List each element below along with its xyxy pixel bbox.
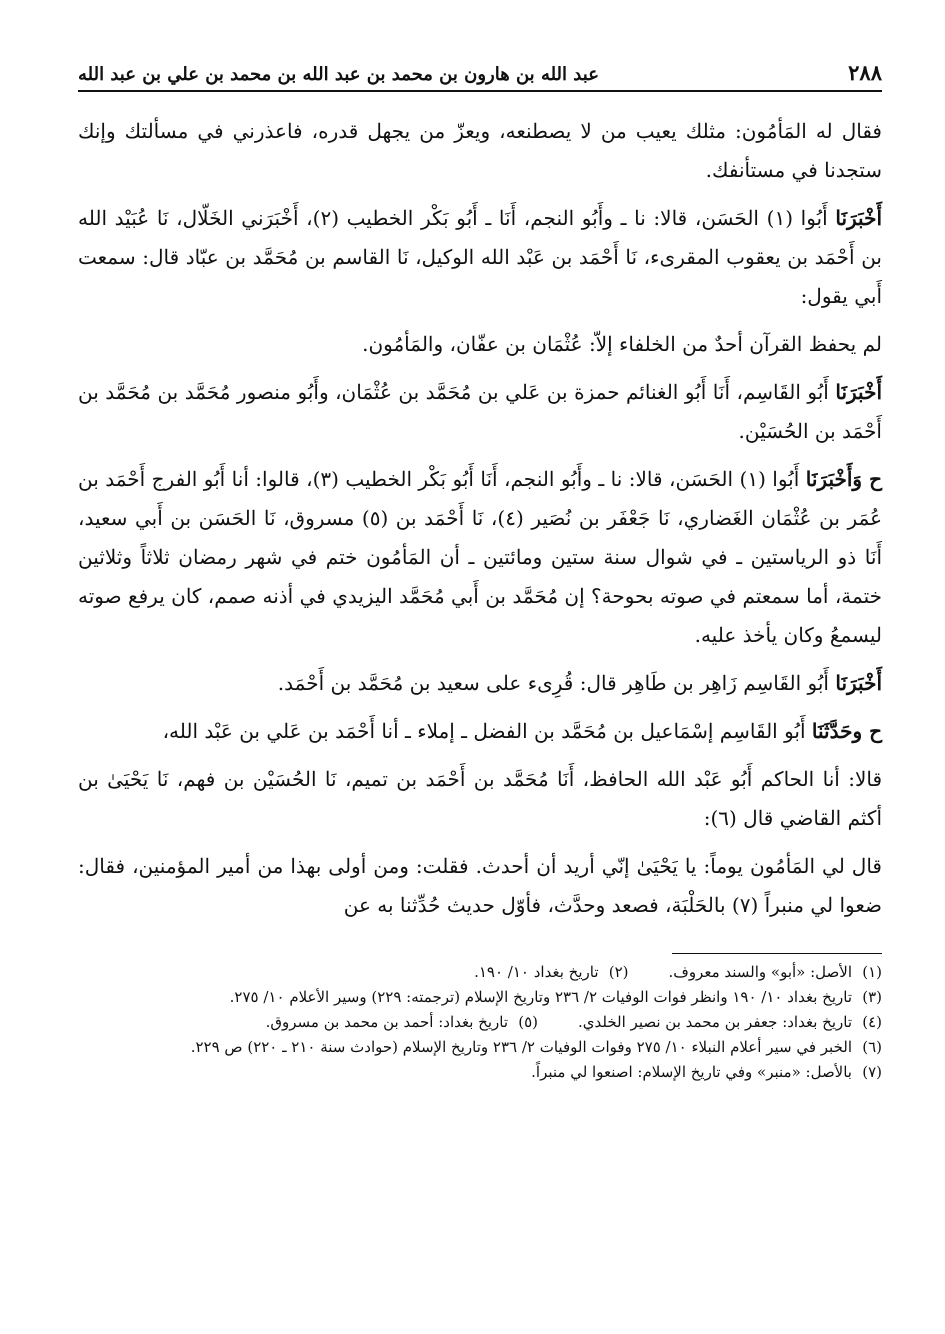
paragraph-1 (78, 112, 882, 190)
footnote-4: (٤)تاريخ بغداد: جعفر بن محمد بن نصير الخلدي. (578, 1013, 882, 1031)
footnote-divider (672, 953, 882, 954)
paragraph-text: أَبُو القَاسِم، أَنَا أَبُو الغنائم حمزة بن عَلي بن مُحَمَّد بن عُثْمَان، وأَبُو منصور مُحَمَّد بن مُحَمَّد بن أَحْمَد بن الحُسَيْن. (78, 380, 882, 443)
footnote-3: (٣)تاريخ بغداد ١٠/ ١٩٠ وانظر فوات الوفيات ٢/ ٢٣٦ وتاريخ الإسلام (ترجمته: ٢٢٩) وسير الأعلام ١٠/ ٢٧٥. (229, 988, 882, 1006)
paragraph-text: قالا: أنا الحاكم أَبُو عَبْد الله الحافظ، أَنَا مُحَمَّد بن أَحْمَد بن تميم، نَا الحُسَيْن بن فهم، نَا يَحْيَىٰ بن أكثم القاضي قال (٦): (78, 767, 882, 830)
footnote-row (78, 960, 882, 985)
paragraph-text: أَبُو القَاسِم إسْمَاعيل بن مُحَمَّد بن الفضل ـ إملاء ـ أنا أَحْمَد بن عَلي بن عَبْد الله، (162, 719, 806, 743)
paragraph-7 (78, 712, 882, 751)
paragraph-lead: ح وَأَخْبَرَنَا (805, 467, 883, 491)
paragraph-text: فقال له المَأمُون: مثلك يعيب من لا يصطنعه، ويعزّ من يجهل قدره، فاعذرني في مسألتك وإنك ستجدنا في مستأنفك. (78, 119, 882, 182)
footnote-7: (٧)بالأصل: «منبر» وفي تاريخ الإسلام: اصنعوا لي منبراً. (531, 1063, 882, 1081)
paragraph-text: قال لي المَأمُون يوماً: يا يَحْيَىٰ إنّي أريد أن أحدث. فقلت: ومن أولى بهذا من أمير المؤمنين، فقال: ضعوا لي منبراً (٧) بالحَلْبَة، فصعد وحدَّث، فأوّل حديث حُدِّثنا به عن (78, 854, 882, 917)
paragraph-text: أَبُو القَاسِم زَاهِر بن طَاهِر قال: قُرِىء على سعيد بن مُحَمَّد بن أَحْمَد. (277, 671, 829, 695)
paragraph-6 (78, 664, 882, 703)
footnote-1: (١)الأصل: «أبو» والسند معروف. (668, 963, 882, 981)
paragraph-text: أَبُوا (١) الحَسَن، قالا: نا ـ وأَبُو النجم، أَنَا أَبُو بَكْر الخطيب (٣)، قالوا: أنا أَبُو الفرج أَحْمَد بن عُمَر بن عُثْمَان الغَضاري، نَا جَعْفَر بن نُصَير (٤)، نَا أَحْمَد بن (٥) مسروق، نَا الحَسَن بن أَبي سعيد، أَنَا ذو الرياستين ـ في شوال سنة ستين ومائتين ـ أن المَأمُون ختم في شهر رمضان ثلاثاً وثلاثين ختمة، أما سمعتم في صوته بحوحة؟ إن مُحَمَّد بن أَبي مُحَمَّد اليزيدي في أذنه صمم، كان يرفع صوته ليسمعُ وكان يأخذ عليه. (78, 467, 883, 647)
footnote-2: (٢)تاريخ بغداد ١٠/ ١٩٠. (474, 963, 629, 981)
paragraph-text: لم يحفظ القرآن أحدٌ من الخلفاء إلاّ: عُثْمَان بن عفّان، والمَأمُون. (362, 332, 882, 356)
running-title: عبد الله بن هارون بن محمد بن عبد الله بن محمد بن علي بن عبد الله (78, 64, 599, 85)
paragraph-4 (78, 373, 882, 451)
main-text (78, 112, 882, 925)
paragraph-5 (78, 460, 882, 655)
running-header (78, 60, 882, 92)
paragraph-lead: أَخْبَرَنَا (835, 671, 882, 695)
paragraph-2 (78, 199, 882, 316)
footnotes (78, 953, 882, 1085)
paragraph-lead: أَخْبَرَنَا (835, 380, 882, 404)
paragraph-text: أَبُوا (١) الحَسَن، قالا: نا ـ وأَبُو النجم، أَنَا ـ أَبُو بَكْر الخطيب (٢)، أَخْبَرَني الخَلّال، نَا عُبَيْد الله بن أَحْمَد بن يعقوب المقرىء، نَا أَحْمَد بن عَبْد الله الوكيل، نَا القاسم بن مُحَمَّد بن عبّاد قال: سمعت أَبي يقول: (78, 206, 882, 308)
paragraph-8 (78, 760, 882, 838)
footnote-row (78, 1010, 882, 1035)
paragraph-lead: أَخْبَرَنَا (835, 206, 882, 230)
footnote-5: (٥)تاريخ بغداد: أحمد بن محمد بن مسروق. (265, 1013, 539, 1031)
footnote-6: (٦)الخبر في سير أعلام النبلاء ١٠/ ٢٧٥ وفوات الوفيات ٢/ ٢٣٦ وتاريخ الإسلام (حوادث سنة ٢١٠ ـ ٢٢٠) ص ٢٢٩. (190, 1038, 882, 1056)
paragraph-9 (78, 847, 882, 925)
page-number: ٢٨٨ (848, 60, 882, 85)
paragraph-lead: ح وحَدَّثَنَا (811, 719, 882, 743)
book-page (78, 60, 882, 1085)
paragraph-3 (78, 325, 882, 364)
